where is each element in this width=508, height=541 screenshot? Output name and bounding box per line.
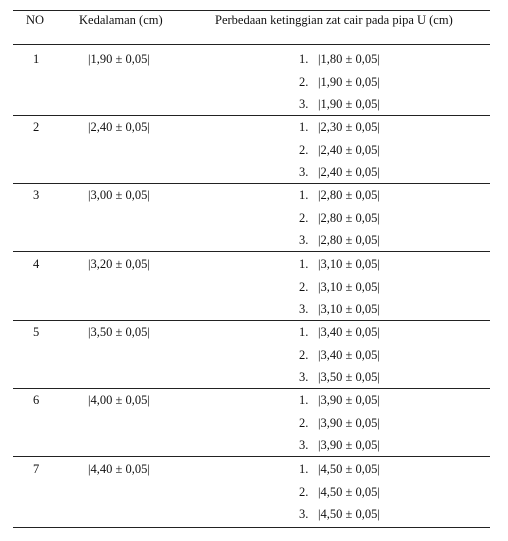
trial-number: 3. bbox=[299, 97, 309, 111]
depth-value: |1,90 ± 0,05| bbox=[88, 52, 150, 66]
trial-number: 2. bbox=[299, 210, 309, 225]
row-divider bbox=[13, 456, 490, 457]
table-row-group bbox=[13, 253, 490, 321]
height-difference-value: |2,80 ± 0,05| bbox=[318, 233, 380, 247]
header-depth: Kedalaman (cm) bbox=[79, 13, 163, 27]
trial-number: 2. bbox=[299, 347, 309, 362]
height-difference-value: |3,50 ± 0,05| bbox=[318, 370, 380, 384]
trial-number: 2. bbox=[299, 415, 309, 430]
trial-number: 1. bbox=[299, 462, 309, 476]
trial-number: 1. bbox=[299, 393, 309, 407]
depth-value: |3,50 ± 0,05| bbox=[88, 325, 150, 339]
height-difference-value: |2,40 ± 0,05| bbox=[318, 142, 380, 157]
trial-number: 2. bbox=[299, 142, 309, 157]
header-divider bbox=[13, 44, 490, 45]
row-number: 3 bbox=[33, 188, 40, 202]
height-difference-value: |3,10 ± 0,05| bbox=[318, 279, 380, 294]
row-number: 4 bbox=[33, 257, 40, 271]
height-difference-value: |3,90 ± 0,05| bbox=[318, 393, 380, 407]
height-difference-value: |4,50 ± 0,05| bbox=[318, 484, 380, 499]
trial-number: 1. bbox=[299, 120, 309, 134]
trial-number: 3. bbox=[299, 438, 309, 452]
height-difference-value: |2,80 ± 0,05| bbox=[318, 210, 380, 225]
depth-value: |4,00 ± 0,05| bbox=[88, 393, 150, 407]
table-row-group bbox=[13, 48, 490, 116]
trial-number: 3. bbox=[299, 370, 309, 384]
row-number: 2 bbox=[33, 120, 40, 134]
trial-number: 1. bbox=[299, 325, 309, 339]
table-row-group bbox=[13, 321, 490, 389]
depth-value: |4,40 ± 0,05| bbox=[88, 462, 150, 476]
trial-number: 2. bbox=[299, 279, 309, 294]
header-no: NO bbox=[26, 13, 45, 27]
trial-number: 1. bbox=[299, 257, 309, 271]
trial-number: 3. bbox=[299, 233, 309, 247]
table-header bbox=[13, 10, 490, 44]
depth-value: |2,40 ± 0,05| bbox=[88, 120, 150, 134]
height-difference-value: |2,40 ± 0,05| bbox=[318, 165, 380, 179]
row-number: 7 bbox=[33, 462, 40, 476]
trial-number: 2. bbox=[299, 484, 309, 499]
height-difference-value: |3,90 ± 0,05| bbox=[318, 415, 380, 430]
row-divider bbox=[13, 527, 490, 528]
height-difference-value: |3,40 ± 0,05| bbox=[318, 347, 380, 362]
trial-number: 1. bbox=[299, 188, 309, 202]
height-difference-value: |3,90 ± 0,05| bbox=[318, 438, 380, 452]
height-difference-value: |3,10 ± 0,05| bbox=[318, 257, 380, 271]
height-difference-value: |1,90 ± 0,05| bbox=[318, 97, 380, 111]
header-difference: Perbedaan ketinggian zat cair pada pipa U (cm) bbox=[215, 13, 453, 27]
trial-number: 2. bbox=[299, 74, 309, 89]
height-difference-value: |1,80 ± 0,05| bbox=[318, 52, 380, 66]
height-difference-value: |3,40 ± 0,05| bbox=[318, 325, 380, 339]
trial-number: 3. bbox=[299, 165, 309, 179]
height-difference-value: |4,50 ± 0,05| bbox=[318, 507, 380, 521]
height-difference-value: |3,10 ± 0,05| bbox=[318, 302, 380, 316]
height-difference-value: |2,80 ± 0,05| bbox=[318, 188, 380, 202]
trial-number: 3. bbox=[299, 507, 309, 521]
height-difference-value: |1,90 ± 0,05| bbox=[318, 74, 380, 89]
trial-number: 3. bbox=[299, 302, 309, 316]
table-row-group bbox=[13, 116, 490, 184]
table-row-group bbox=[13, 184, 490, 252]
depth-value: |3,00 ± 0,05| bbox=[88, 188, 150, 202]
table-row-group bbox=[13, 458, 490, 526]
height-difference-value: |4,50 ± 0,05| bbox=[318, 462, 380, 476]
row-number: 5 bbox=[33, 325, 40, 339]
height-difference-value: |2,30 ± 0,05| bbox=[318, 120, 380, 134]
depth-value: |3,20 ± 0,05| bbox=[88, 257, 150, 271]
row-divider bbox=[13, 251, 490, 252]
row-number: 1 bbox=[33, 52, 40, 66]
trial-number: 1. bbox=[299, 52, 309, 66]
row-number: 6 bbox=[33, 393, 40, 407]
table-row-group bbox=[13, 389, 490, 457]
